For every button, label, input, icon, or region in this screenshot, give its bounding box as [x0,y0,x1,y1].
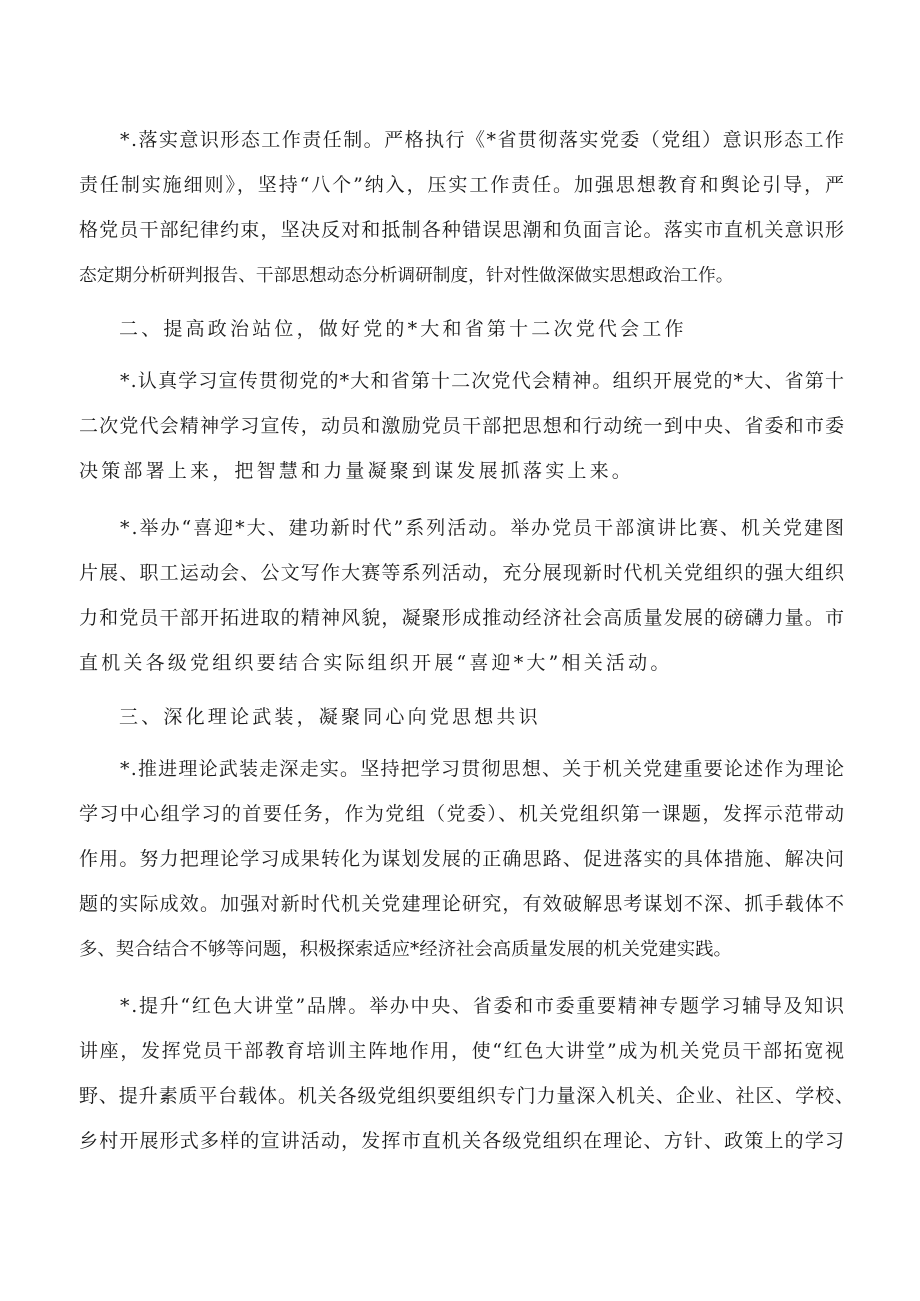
paragraph-1-line-2: 责任制实施细则》，坚持“八个”纳入，压实工作责任。加强思想教育和舆论引导，严 [79,174,846,196]
paragraph-5-line-4: 乡村开展形式多样的宣讲活动，发挥市直机关各级党组织在理论、方针、政策上的学习 [79,1130,846,1152]
paragraph-5-line-2: 讲座，发挥党员干部教育培训主阵地作用，使“红色大讲堂”成为机关党员干部拓宽视 [79,1040,846,1062]
paragraph-2-line-1: *.认真学习宣传贯彻党的*大和省第十二次党代会精神。组织开展党的*大、省第十 [120,370,846,392]
paragraph-4-line-3: 作用。努力把理论学习成果转化为谋划发展的正确思路、促进落实的具体措施、解决问 [79,848,846,870]
paragraph-4-line-5: 多、契合结合不够等问题，积极探索适应*经济社会高质量发展的机关党建实践。 [79,939,732,960]
paragraph-1-line-3: 格党员干部纪律约束，坚决反对和抵制各种错误思潮和负面言论。落实市直机关意识形 [79,219,846,241]
paragraph-1-line-4: 态定期分析研判报告、干部思想动态分析调研制度，针对性做深做实思想政治工作。 [79,266,734,286]
section-heading-2: 二、提高政治站位，做好党的*大和省第十二次党代会工作 [119,318,687,340]
paragraph-5-line-1: *.提升“红色大讲堂”品牌。举办中央、省委和市委重要精神专题学习辅导及知识 [120,995,846,1017]
paragraph-2-line-3: 决策部署上来，把智慧和力量凝聚到谋发展抓落实上来。 [79,460,635,482]
paragraph-4-line-2: 学习中心组学习的首要任务，作为党组（党委）、机关党组织第一课题，发挥示范带动 [79,803,846,825]
paragraph-5-line-3: 野、提升素质平台载体。机关各级党组织要组织专门力量深入机关、企业、社区、学校、 [79,1085,855,1107]
section-heading-3: 三、深化理论武装，凝聚同心向党思想共识 [119,706,541,728]
paragraph-1-line-1: *.落实意识形态工作责任制。严格执行《*省贯彻落实党委（党组）意识形态工作 [120,129,846,151]
paragraph-3-line-2: 片展、职工运动会、公文写作大赛等系列活动，充分展现新时代机关党组织的强大组织 [79,562,846,584]
paragraph-3-line-4: 直机关各级党组织要结合实际组织开展“喜迎*大”相关活动。 [79,652,673,674]
paragraph-4-line-1: *.推进理论武装走深走实。坚持把学习贯彻思想、关于机关党建重要论述作为理论 [120,758,846,780]
paragraph-2-line-2: 二次党代会精神学习宣传，动员和激励党员干部把思想和行动统一到中央、省委和市委 [79,415,846,437]
paragraph-3-line-1: *.举办“喜迎*大、建功新时代”系列活动。举办党员干部演讲比赛、机关党建图 [120,517,846,539]
paragraph-4-line-4: 题的实际成效。加强对新时代机关党建理论研究，有效破解思考谋划不深、抓手载体不 [79,893,846,915]
paragraph-3-line-3: 力和党员干部开拓进取的精神风貌，凝聚形成推动经济社会高质量发展的磅礴力量。市 [79,607,846,629]
